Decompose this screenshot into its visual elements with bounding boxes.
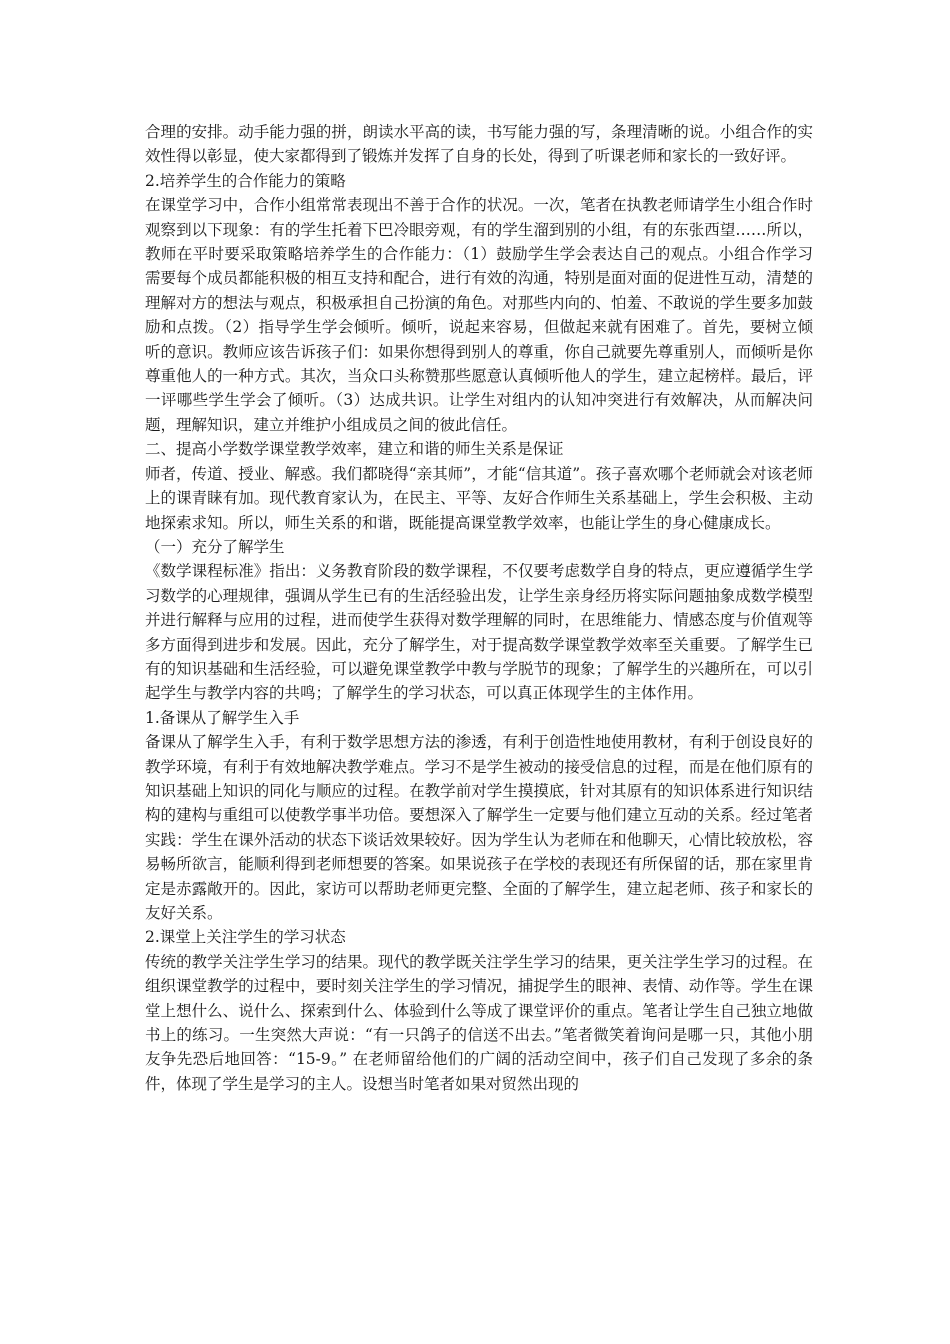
section-heading: 2.课堂上关注学生的学习状态 — [145, 928, 346, 947]
paragraph: 合理的安排。动手能力强的拼，朗读水平高的读，书写能力强的写，条理清晰的说。小组合作的实效性得以彰显，使大家都得到了锻炼并发挥了自身的长处，得到了听课老师和家长的一致好评。 — [145, 123, 813, 166]
paragraph: 备课从了解学生入手，有利于数学思想方法的渗透，有利于创造性地使用教材，有利于创设良好的教学环境，有利于有效地解决教学难点。学习不是学生被动的接受信息的过程，而是在他们原有的知识基础上知识的同化与顺应的过程。在教学前对学生摸摸底，针对其原有的知识体系进行知识结构的建构与重组可以使教学事半功倍。要想深入了解学生一定要与他们建立互动的关系。经过笔者实践：学生在课外活动的状态下谈话效果较好。因为学生认为老师在和他聊天，心情比较放松，容易畅所欲言，能顺利得到老师想要的答案。如果说孩子在学校的表现还有所保留的话，那在家里肯定是赤露敞开的。因此，家访可以帮助老师更完整、全面的了解学生，建立起老师、孩子和家长的友好关系。 — [145, 733, 813, 922]
section-heading: 2.培养学生的合作能力的策略 — [145, 171, 346, 190]
paragraph: 在课堂学习中，合作小组常常表现出不善于合作的状况。一次，笔者在执教老师请学生小组合作时观察到以下现象：有的学生托着下巴冷眼旁观，有的学生溜到别的小组，有的东张西望……所以，教师在平时要采取策略培养学生的合作能力：（1）鼓励学生学会表达自己的观点。小组合作学习需要每个成员都能积极的相互支持和配合，进行有效的沟通，特别是面对面的促进性互动，清楚的理解对方的想法与观点，积极承担自己扮演的角色。对那些内向的、怕羞、不敢说的学生要多加鼓励和点拨。（2）指导学生学会倾听。倾听，说起来容易，但做起来就有困难了。首先，要树立倾听的意识。教师应该告诉孩子们：如果你想得到别人的尊重，你自己就要先尊重别人，而倾听是你尊重他人的一种方式。其次，当众口头称赞那些愿意认真倾听他人的学生，建立起榜样。最后，评一评哪些学生学会了倾听。（3）达成共识。让学生对组内的认知冲突进行有效解决，从而解决问题，理解知识，建立并维护小组成员之间的彼此信任。 — [145, 196, 813, 434]
section-heading: 二、提高小学数学课堂教学效率，建立和谐的师生关系是保证 — [145, 440, 564, 459]
paragraph: 师者，传道、授业、解惑。我们都晓得“亲其师”，才能“信其道”。孩子喜欢哪个老师就会对该老师上的课青睐有加。现代教育家认为，在民主、平等、友好合作师生关系基础上，学生会积极、主动地探索求知。所以，师生关系的和谐，既能提高课堂教学效率，也能让学生的身心健康成长。 — [145, 464, 813, 532]
section-heading: 1.备课从了解学生入手 — [145, 708, 300, 727]
document-body — [145, 120, 813, 1096]
section-heading: （一）充分了解学生 — [145, 537, 285, 556]
paragraph: 传统的教学关注学生学习的结果。现代的教学既关注学生学习的结果，更关注学生学习的过程。在组织课堂教学的过程中，要时刻关注学生的学习情况，捕捉学生的眼神、表情、动作等。学生在课堂上想什么、说什么、探索到什么、体验到什么等成了课堂评价的重点。笔者让学生自己独立地做书上的练习。一生突然大声说：“有一只鸽子的信送不出去。”笔者微笑着询问是哪一只，其他小朋友争先恐后地回答：“15-9。” 在老师留给他们的广阔的活动空间中，孩子们自己发现了多余的条件，体现了学生是学习的主人。设想当时笔者如果对贸然出现的 — [145, 952, 813, 1093]
paragraph: 《数学课程标准》指出：义务教育阶段的数学课程，不仅要考虑数学自身的特点，更应遵循学生学习数学的心理规律，强调从学生已有的生活经验出发，让学生亲身经历将实际问题抽象成数学模型并进行解释与应用的过程，进而使学生获得对数学理解的同时，在思维能力、情感态度与价值观等多方面得到进步和发展。因此，充分了解学生，对于提高数学课堂教学效率至关重要。了解学生已有的知识基础和生活经验，可以避免课堂教学中教与学脱节的现象；了解学生的兴趣所在，可以引起学生与教学内容的共鸣；了解学生的学习状态，可以真正体现学生的主体作用。 — [145, 562, 813, 703]
